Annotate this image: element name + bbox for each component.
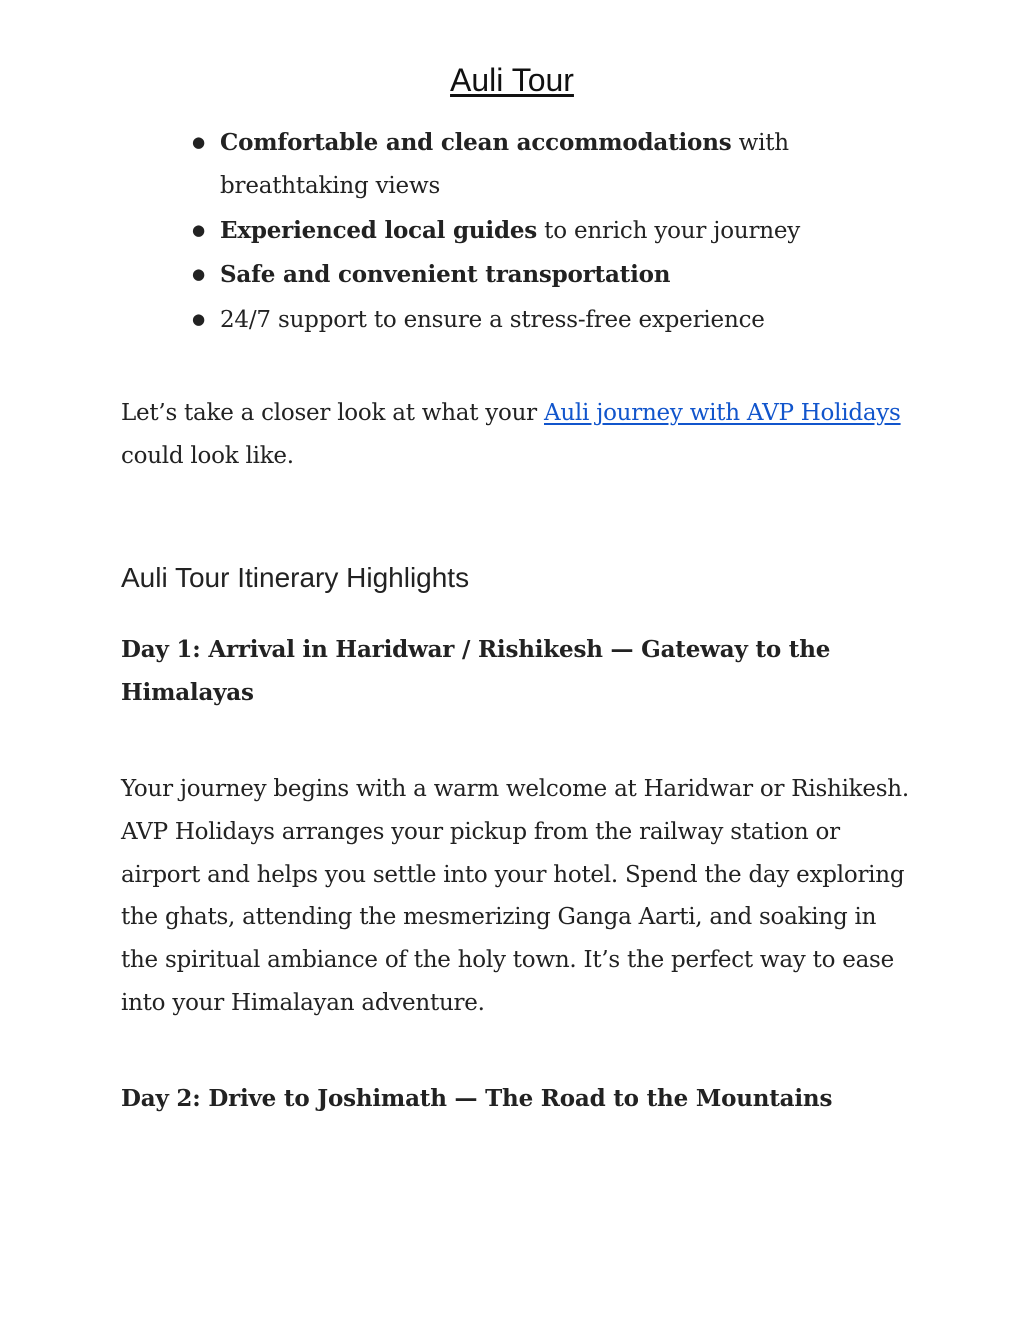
bullet-icon: ● (192, 133, 205, 151)
page-title: Auli Tour (450, 62, 574, 98)
avp-holidays-link[interactable]: Auli journey with AVP Holidays (544, 400, 901, 426)
intro-text-before: Let’s take a closer look at what your (121, 400, 544, 426)
day1-heading: Day 1: Arrival in Haridwar / Rishikesh — Gateway to the Himalayas (121, 636, 831, 706)
day1-paragraph: Your journey begins with a warm welcome at Haridwar or Rishikesh. AVP Holidays arranges your pickup from the railway station or airport and helps you settle into your hotel. Spend the day exploring the ghats, attending the mesmerizing Ganga Aarti, and soaking in the spiritual ambiance of the holy town. It’s the perfect way to ease into your Himalayan adventure. (121, 776, 909, 1016)
day2-heading: Day 2: Drive to Joshimath — The Road to the Mountains (121, 1085, 833, 1112)
list-item-text: with breathtaking views (220, 130, 789, 200)
features-list (190, 121, 830, 342)
intro-paragraph (121, 392, 911, 478)
bullet-icon: ● (192, 220, 205, 239)
list-item-bold: Comfortable and clean accommodations (220, 129, 732, 156)
list-item-text: to enrich your journey (537, 217, 801, 244)
list-item (190, 253, 830, 297)
list-item-text: 24/7 support to ensure a stress-free experience (220, 306, 765, 333)
section-heading: Auli Tour Itinerary Highlights (121, 562, 470, 593)
list-item (190, 298, 830, 342)
list-item (190, 209, 830, 253)
bullet-icon: ● (192, 265, 205, 284)
list-item-bold: Safe and convenient transportation (220, 261, 671, 289)
list-item (190, 121, 830, 209)
bullet-icon: ● (192, 309, 205, 328)
intro-text-after: could look like. (121, 442, 294, 469)
list-item-bold: Experienced local guides (220, 216, 538, 244)
